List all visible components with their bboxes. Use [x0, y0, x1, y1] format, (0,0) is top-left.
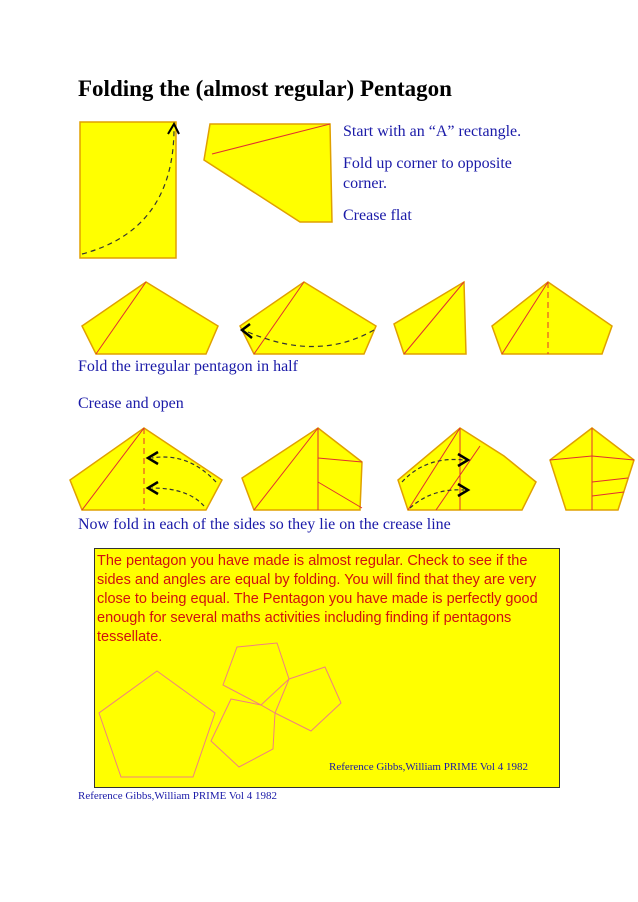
- folded-shape: [204, 124, 332, 222]
- half-fold-triangle: [392, 280, 468, 356]
- sides-fold-step-3: [396, 426, 538, 512]
- page-title: Folding the (almost regular) Pentagon: [78, 76, 452, 101]
- step-crease-flat: Crease flat: [343, 207, 412, 224]
- caption-crease-open: Crease and open: [78, 395, 184, 412]
- step-start: Start with an “A” rectangle.: [343, 123, 522, 140]
- pentagon-large: [99, 669, 219, 779]
- regular-pentagon-result: [548, 426, 636, 512]
- note-text: The pentagon you have made is almost regular. Check to see if the sides and angles are equal by folding. You will find that they are very close to being equal. The Pentagon you have made is perfectly good enough for several maths activities including finding if pentagons tessellate.: [97, 553, 538, 645]
- reference-inner: Reference Gibbs,William PRIME Vol 4 1982: [329, 761, 528, 773]
- note-box: [94, 548, 560, 788]
- irregular-pentagon-creased: [490, 280, 614, 356]
- folded-rectangle-diagram: [200, 120, 340, 226]
- caption-fold-sides: Now fold in each of the sides so they lie on the crease line: [78, 516, 451, 533]
- irregular-pentagon-1: [80, 280, 220, 356]
- a-rectangle-diagram: [78, 120, 178, 260]
- step-fold-corner: Fold up corner to opposite corner.: [343, 155, 512, 192]
- irregular-pentagon-2: [238, 280, 378, 356]
- reference-outer: Reference Gibbs,William PRIME Vol 4 1982: [78, 790, 277, 802]
- caption-fold-half: Fold the irregular pentagon in half: [78, 358, 298, 375]
- sides-fold-step-1: [68, 426, 224, 512]
- sides-fold-step-2: [240, 426, 364, 512]
- a-rectangle: [80, 122, 176, 258]
- pentagon-tessellation: [203, 639, 343, 769]
